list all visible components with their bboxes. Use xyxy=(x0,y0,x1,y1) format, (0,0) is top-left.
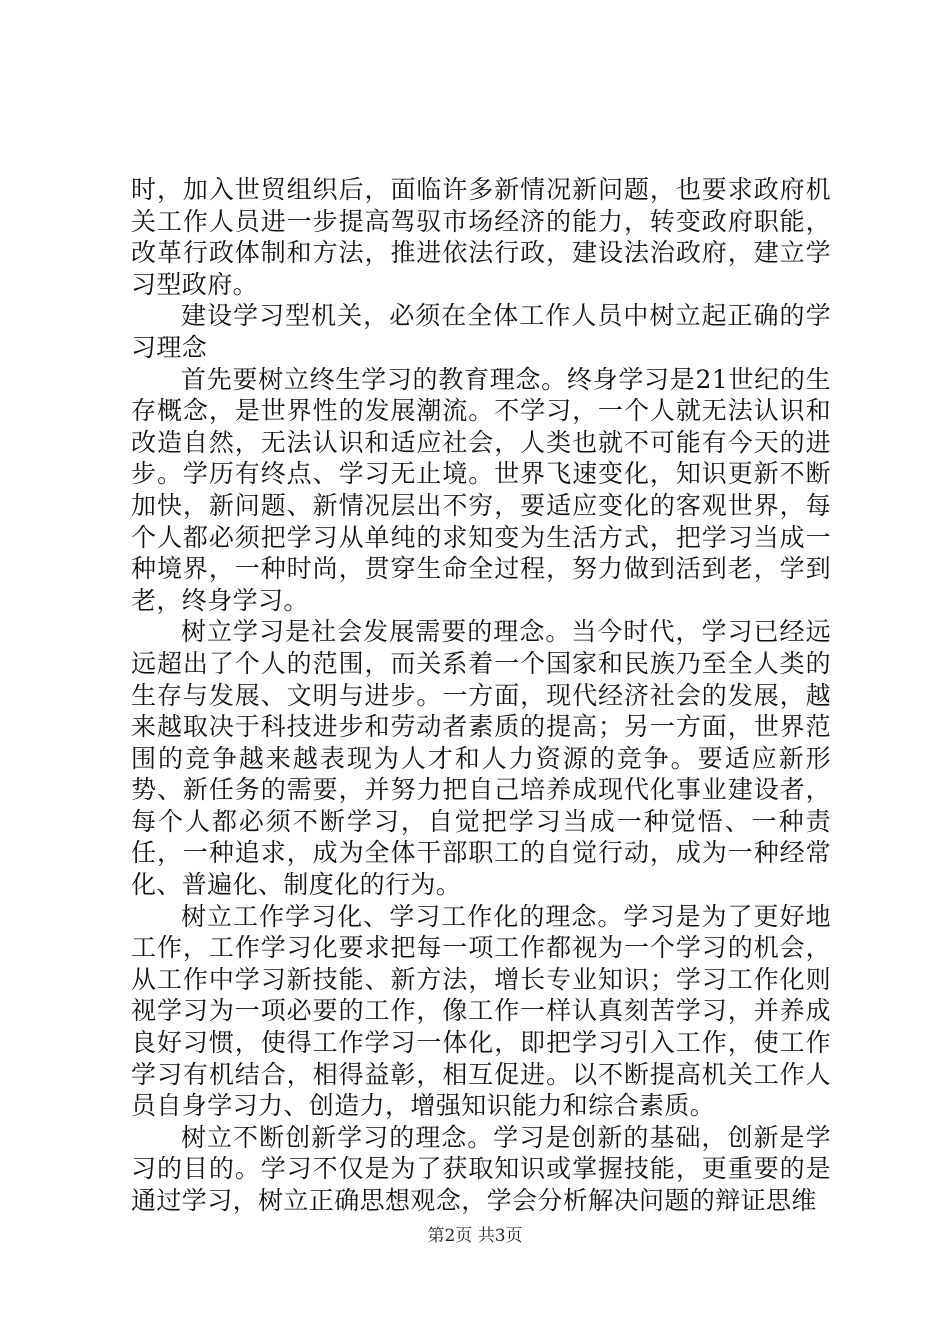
paragraph-continuation: 时，加入世贸组织后，面临许多新情况新问题，也要求政府机关工作人员进一步提高驾驭市场经济的能力，转变政府职能，改革行政体制和方法，推进依法行政，建设法治政府，建立学习型政府。 xyxy=(131,175,831,299)
paragraph-lifelong-learning: 首先要树立终生学习的教育理念。终身学习是21世纪的生存概念，是世界性的发展潮流。不学习，一个人就无法认识和改造自然，无法认识和适应社会，人类也就不可能有今天的进步。学历有终点、学习无止境。世界飞速变化，知识更新不断加快，新问题、新情况层出不穷，要适应变化的客观世界，每个人都必须把学习从单纯的求知变为生活方式，把学习当成一种境界，一种时尚，贯穿生命全过程，努力做到活到老，学到老，终身学习。 xyxy=(131,364,831,615)
paragraph-work-learning: 树立工作学习化、学习工作化的理念。学习是为了更好地工作，工作学习化要求把每一项工作都视为一个学习的机会，从工作中学习新技能、新方法，增长专业知识；学习工作化则视学习为一项必要的工作，像工作一样认真刻苦学习，并养成良好习惯，使得工作学习一体化，即把学习引入工作，使工作学习有机结合，相得益彰，相互促进。以不断提高机关工作人员自身学习力、创造力，增强知识能力和综合素质。 xyxy=(131,901,831,1121)
paragraph-heading-learning-concept: 建设学习型机关，必须在全体工作人员中树立起正确的学习理念 xyxy=(131,301,831,362)
paragraph-innovation-learning: 树立不断创新学习的理念。学习是创新的基础，创新是学习的目的。学习不仅是为了获取知识或掌握技能，更重要的是通过学习，树立正确思想观念，学会分析解决问题的辩证思维 xyxy=(131,1122,831,1215)
document-body xyxy=(131,174,831,1217)
paragraph-social-development: 树立学习是社会发展需要的理念。当今时代，学习已经远远超出了个人的范围，而关系着一个国家和民族乃至全人类的生存与发展、文明与进步。一方面，现代经济社会的发展，越来越取决于科技进步和劳动者素质的提高；另一方面，世界范围的竞争越来越表现为人才和人力资源的竞争。要适应新形势、新任务的需要，并努力把自己培养成现代化事业建设者，每个人都必须不断学习，自觉把学习当成一种觉悟、一种责任，一种追求，成为全体干部职工的自觉行动，成为一种经常化、普遍化、制度化的行为。 xyxy=(131,617,831,900)
page-footer: 第2页 共3页 xyxy=(427,1226,523,1246)
